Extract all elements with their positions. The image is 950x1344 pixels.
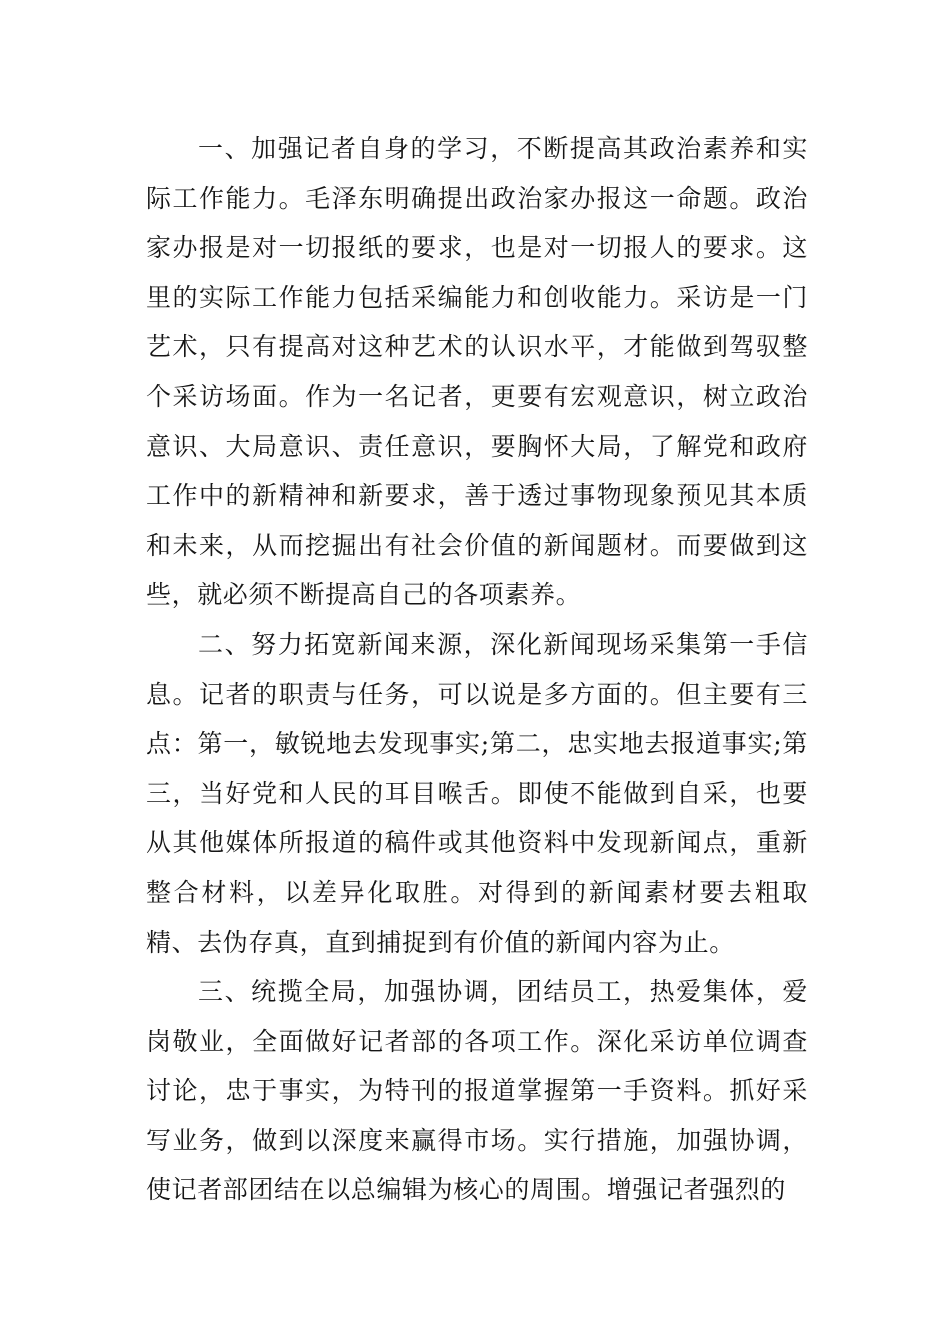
paragraph-1: 一、加强记者自身的学习，不断提高其政治素养和实际工作能力。毛泽东明确提出政治家办报这一命题。政治家办报是对一切报纸的要求，也是对一切报人的要求。这里的实际工作能力包括采编能力和创收能力。采访是一门艺术，只有提高对这种艺术的认识水平，才能做到驾驭整个采访场面。作为一名记者，更要有宏观意识，树立政治意识、大局意识、责任意识，要胸怀大局，了解党和政府工作中的新精神和新要求，善于透过事物现象预见其本质和未来，从而挖掘出有社会价值的新闻题材。而要做到这些，就必须不断提高自己的各项素养。 — [146, 134, 808, 610]
document-body — [146, 124, 808, 1215]
paragraph-3: 三、统揽全局，加强协调，团结员工，热爱集体，爱岗敬业，全面做好记者部的各项工作。深化采访单位调查讨论，忠于事实，为特刊的报道掌握第一手资料。抓好采写业务，做到以深度来赢得市场。实行措施，加强协调，使记者部团结在以总编辑为核心的周围。增强记者强烈的 — [146, 977, 808, 1205]
paragraph-2: 二、努力拓宽新闻来源，深化新闻现场采集第一手信息。记者的职责与任务，可以说是多方面的。但主要有三点：第一，敏锐地去发现事实;第二，忠实地去报道事实;第三，当好党和人民的耳目喉舌。即使不能做到自采，也要从其他媒体所报道的稿件或其他资料中发现新闻点，重新整合材料，以差异化取胜。对得到的新闻素材要去粗取精、去伪存真，直到捕捉到有价值的新闻内容为止。 — [146, 629, 808, 957]
